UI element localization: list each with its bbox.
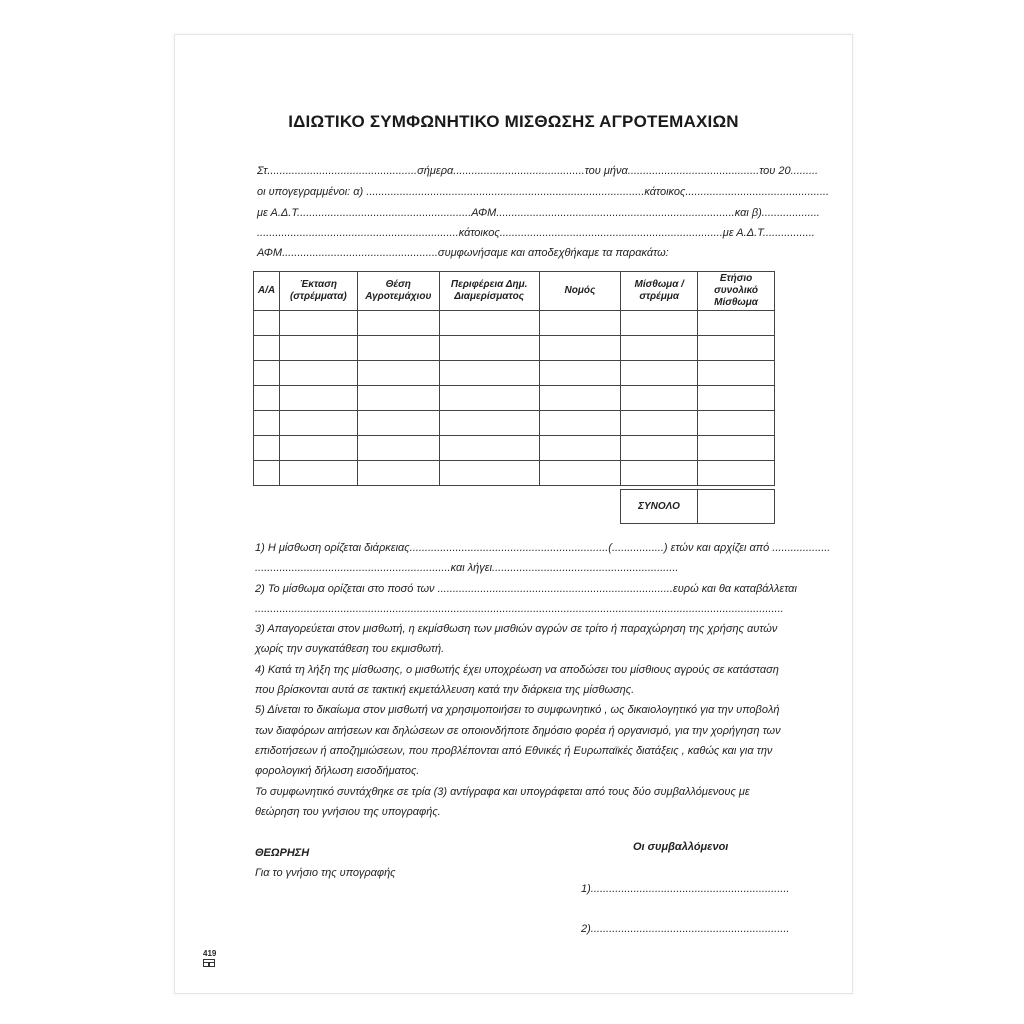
table-cell[interactable] [254, 361, 280, 386]
table-cell[interactable] [254, 461, 280, 486]
table-cell[interactable] [698, 461, 775, 486]
clause-line: Το συμφωνητικό συντάχθηκε σε τρία (3) αντίγραφα και υπογράφεται από τους δύο συμβαλλόμενους με [255, 785, 750, 798]
table-cell[interactable] [621, 361, 698, 386]
clause-line: φορολογική δήλωση εισοδήματος. [255, 765, 420, 778]
table-row [254, 411, 775, 436]
table-cell[interactable] [621, 311, 698, 336]
table-row [254, 361, 775, 386]
page-number: 419 [203, 949, 217, 958]
total-value-cell[interactable] [698, 490, 775, 524]
table-cell[interactable] [279, 411, 357, 436]
table-cell[interactable] [621, 461, 698, 486]
table-cell[interactable] [439, 311, 539, 336]
clause-line: επιδοτήσεων ή αποζημιώσεων, που προβλέπονται από Εθνικές ή Ευρωπαϊκές διατάξεις , καθώς και για την [255, 744, 773, 757]
table-cell[interactable] [621, 436, 698, 461]
table-cell[interactable] [539, 436, 621, 461]
clause-line: 2) Το μίσθωμα ορίζεται στο ποσό των .............................................................................ευρώ και θα καταβάλλεται [255, 582, 797, 595]
column-header-annual-rent: Ετήσιο συνολικό Μίσθωμα [698, 272, 775, 311]
attestation-heading: ΘΕΩΡΗΣΗ [255, 847, 310, 859]
table-cell[interactable] [357, 436, 439, 461]
table-cell[interactable] [698, 336, 775, 361]
table-cell[interactable] [698, 361, 775, 386]
column-header-aa: Α/Α [254, 272, 280, 311]
table-cell[interactable] [254, 436, 280, 461]
total-label: ΣΥΝΟΛΟ [621, 490, 698, 524]
total-box [620, 489, 775, 524]
table-cell[interactable] [539, 461, 621, 486]
table-row [254, 461, 775, 486]
table-cell[interactable] [439, 436, 539, 461]
table-cell[interactable] [279, 336, 357, 361]
table-cell[interactable] [698, 436, 775, 461]
table-cell[interactable] [539, 311, 621, 336]
signature-line-2[interactable]: 2)................................................................. [581, 923, 790, 935]
table-row [254, 336, 775, 361]
table-cell[interactable] [279, 386, 357, 411]
clause-line: που βρίσκονται αυτά σε τακτική εκμετάλλευση κατά την διάρκεια της μίσθωσης. [255, 684, 635, 697]
clause-line: 3) Απαγορεύεται στον μισθωτή, η εκμίσθωση των μισθιών αγρών σε τρίτο ή παραχώρηση της χρήσης αυτών [255, 623, 778, 636]
header-line-4: ..................................................................κάτοικος.........................................................................με Α.Δ.Τ................. [257, 227, 815, 239]
table-cell[interactable] [698, 386, 775, 411]
table-cell[interactable] [279, 311, 357, 336]
column-header-district: Περιφέρεια Δημ. Διαμερίσματος [439, 272, 539, 311]
parties-heading: Οι συμβαλλόμενοι [633, 841, 729, 853]
table-cell[interactable] [621, 386, 698, 411]
column-header-area: Έκταση (στρέμματα) [279, 272, 357, 311]
table-row [254, 311, 775, 336]
table-cell[interactable] [698, 411, 775, 436]
table-cell[interactable] [439, 411, 539, 436]
table-cell[interactable] [539, 386, 621, 411]
table-cell[interactable] [357, 361, 439, 386]
table-row [254, 386, 775, 411]
table-cell[interactable] [439, 386, 539, 411]
table-cell[interactable] [254, 411, 280, 436]
table-cell[interactable] [621, 411, 698, 436]
table-cell[interactable] [357, 311, 439, 336]
table-cell[interactable] [279, 361, 357, 386]
table-cell[interactable] [254, 311, 280, 336]
table-cell[interactable] [279, 436, 357, 461]
table-body [254, 311, 775, 486]
parcels-table [253, 271, 775, 486]
table-cell[interactable] [439, 336, 539, 361]
clause-line: των διαφόρων αιτήσεων και δηλώσεων σε οποιονδήποτε δημόσιο φορέα ή οργανισμό, για την χορήγηση των [255, 724, 781, 737]
table-cell[interactable] [357, 336, 439, 361]
table-cell[interactable] [439, 461, 539, 486]
table-cell[interactable] [254, 336, 280, 361]
clause-line: ............................................................................................................................................................................. [255, 602, 784, 615]
document-title: ΙΔΙΩΤΙΚΟ ΣΥΜΦΩΝΗΤΙΚΟ ΜΙΣΘΩΣΗΣ ΑΓΡΟΤΕΜΑΧΙΩΝ [288, 112, 739, 131]
attestation-text: Για το γνήσιο της υπογραφής [255, 867, 396, 879]
table-cell[interactable] [254, 386, 280, 411]
clause-line: 1) Η μίσθωση ορίζεται διάρκειας.................................................................(.................) ετών και αρχίζει από ................... [255, 542, 831, 554]
header-line-1: Στ.................................................σήμερα...........................................του μήνα...........................................του 20......... [257, 165, 819, 177]
clauses-block [255, 538, 831, 822]
clause-line: 5) Δίνεται το δικαίωμα στον μισθωτή να χρησιμοποιήσει το συμφωνητικό , ως δικαιολογητικό για την υποβολή [255, 704, 780, 717]
table-cell[interactable] [357, 461, 439, 486]
table-cell[interactable] [439, 361, 539, 386]
header-line-2: οι υπογεγραμμένοι: α) ...........................................................................................κάτοικος............................................... [257, 186, 829, 198]
table-cell[interactable] [539, 361, 621, 386]
total-row [621, 490, 775, 524]
table-cell[interactable] [357, 386, 439, 411]
table-cell[interactable] [621, 336, 698, 361]
header-line-5: ΑΦΜ...................................................συμφωνήσαμε και αποδεχθήκαμε τα παρακάτω: [257, 247, 669, 259]
table-cell[interactable] [357, 411, 439, 436]
table-row [254, 436, 775, 461]
table-cell[interactable] [698, 311, 775, 336]
publisher-logo-icon [203, 959, 215, 967]
column-header-prefecture: Νομός [539, 272, 621, 311]
column-header-rent-per-stremma: Μίσθωμα /στρέμμα [621, 272, 698, 311]
table-cell[interactable] [539, 336, 621, 361]
clause-line: ................................................................και λήγει............................................................. [255, 562, 679, 575]
clause-line: 4) Κατά τη λήξη της μίσθωσης, ο μισθωτής έχει υποχρέωση να αποδώσει του μίσθιους αγρούς σε κατάσταση [255, 663, 779, 676]
signature-line-1[interactable]: 1)................................................................. [581, 883, 790, 895]
table-cell[interactable] [279, 461, 357, 486]
column-header-location: Θέση Αγροτεμάχιου [357, 272, 439, 311]
clause-line: χωρίς την συγκατάθεση του εκμισθωτή. [255, 643, 445, 656]
clause-line: θεώρηση του γνήσιου της υπογραφής. [255, 805, 441, 818]
header-line-3: με Α.Δ.Τ.........................................................ΑΦΜ..............................................................................και β)................... [257, 207, 820, 219]
table-cell[interactable] [539, 411, 621, 436]
document-sheet [174, 34, 853, 994]
table-header-row [254, 272, 775, 311]
